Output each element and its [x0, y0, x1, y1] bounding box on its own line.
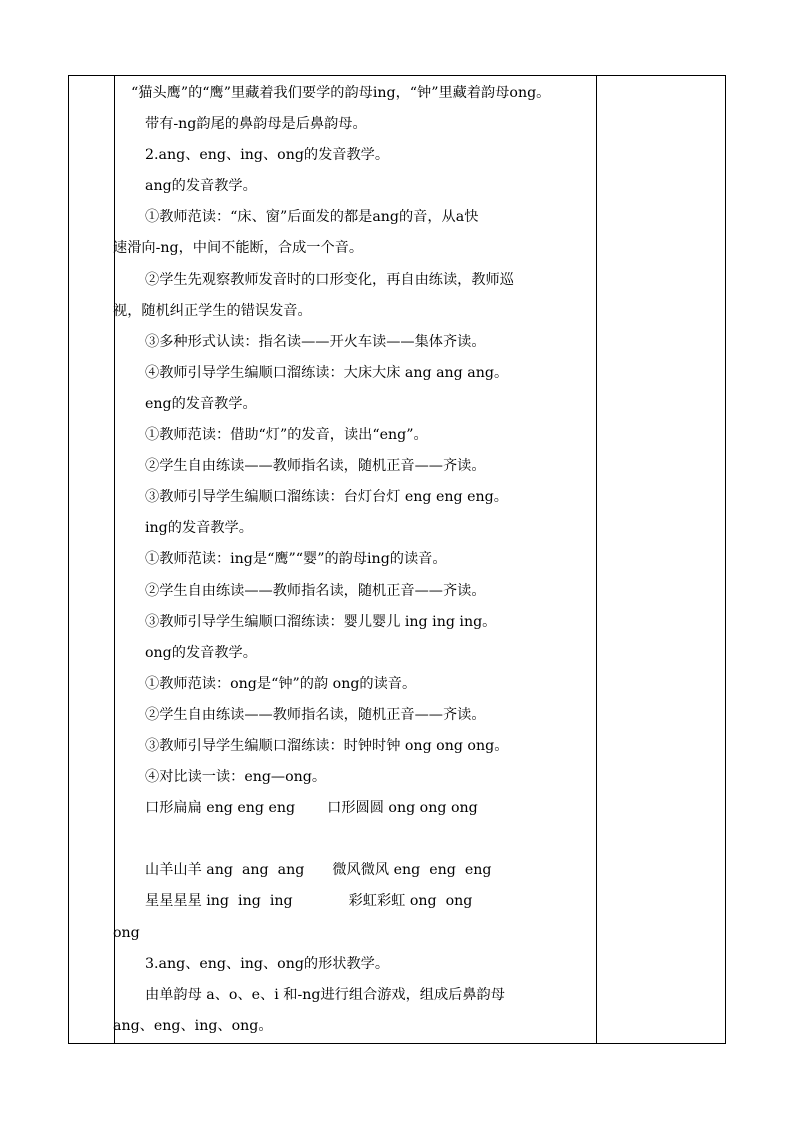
text-line: ④对比读一读：eng—ong。 — [145, 769, 327, 786]
compare-flat: 口形扁扁 eng eng eng — [145, 800, 296, 817]
text-line: ③多种形式认读：指名读——开火车读——集体齐读。 — [145, 333, 486, 350]
pair-wrap: ong — [113, 924, 140, 941]
section-heading: 3.ang、eng、ing、ong的形状教学。 — [145, 955, 390, 972]
text-line: “猫头鹰”的“鹰”里藏着我们要学的韵母ing，“钟”里藏着韵母ong。 — [131, 85, 551, 101]
text-line: ②学生自由练读——教师指名读，随机正音——齐读。 — [145, 582, 486, 599]
text-line: ④教师引导学生编顺口溜练读：大床大床 ang ang ang。 — [145, 364, 509, 381]
text-line: ③教师引导学生编顺口溜练读：台灯台灯 eng eng eng。 — [145, 489, 508, 506]
pair-star: 星星星星 ing ing ing — [145, 893, 293, 910]
compare-round: 口形圆圆 ong ong ong — [327, 800, 478, 817]
blank-line — [113, 824, 600, 855]
text-line: ①教师范读：借助“灯”的发音，读出“eng”。 — [145, 427, 428, 444]
text-line: ②学生自由练读——教师指名读，随机正音——齐读。 — [145, 458, 486, 475]
text-line: ③教师引导学生编顺口溜练读：婴儿婴儿 ing ing ing。 — [145, 613, 497, 630]
text-line: 带有-ng韵尾的鼻韵母是后鼻韵母。 — [145, 116, 367, 133]
subheading-ang: ang的发音教学。 — [145, 178, 257, 195]
text-line: ①教师范读：“床、窗”后面发的都是ang的音，从a快 — [145, 209, 479, 226]
text-line: ①教师范读：ing是“鹰”“婴”的韵母ing的读音。 — [145, 551, 447, 568]
lesson-content — [113, 78, 600, 1042]
pair-breeze: 微风微风 eng eng eng — [332, 862, 492, 879]
text-line: ③教师引导学生编顺口溜练读：时钟时钟 ong ong ong。 — [145, 737, 509, 754]
pair-line — [113, 855, 600, 886]
text-line: ②学生自由练读——教师指名读，随机正音——齐读。 — [145, 706, 486, 723]
pair-line — [113, 886, 600, 917]
text-line: 由单韵母 a、o、e、i 和-ng进行组合游戏，组成后鼻韵母 — [145, 986, 505, 1003]
text-line: 视，随机纠正学生的错误发音。 — [113, 302, 312, 319]
text-line: ang、eng、ing、ong。 — [113, 1017, 273, 1034]
subheading-ing: ing的发音教学。 — [145, 520, 253, 537]
section-heading: 2.ang、eng、ing、ong的发音教学。 — [145, 147, 390, 164]
text-line: ②学生先观察教师发音时的口形变化，再自由练读，教师巡 — [145, 271, 514, 288]
compare-line — [113, 793, 600, 824]
text-line: ①教师范读：ong是“钟”的韵 ong的读音。 — [145, 675, 417, 692]
text-line: 速滑向-ng，中间不能断，合成一个音。 — [113, 240, 364, 257]
pair-rainbow: 彩虹彩虹 ong ong — [348, 893, 473, 910]
subheading-eng: eng的发音教学。 — [145, 395, 257, 412]
subheading-ong: ong的发音教学。 — [145, 644, 257, 661]
pair-goat: 山羊山羊 ang ang ang — [145, 862, 305, 879]
